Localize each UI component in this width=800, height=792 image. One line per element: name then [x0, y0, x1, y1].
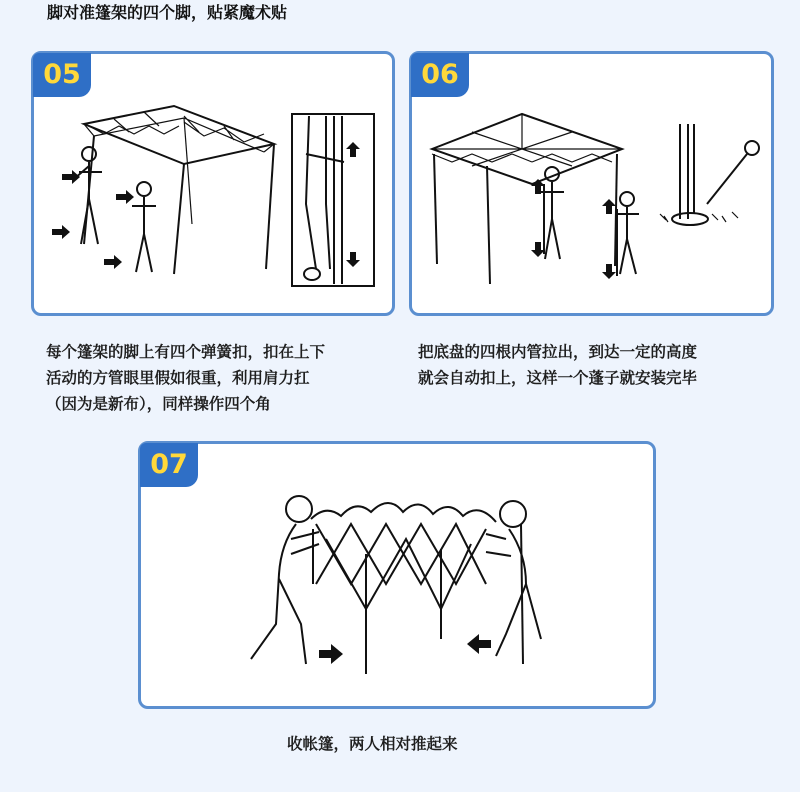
step-06-caption: [418, 339, 697, 391]
step-06-caption-line: 把底盘的四根内管拉出，到达一定的高度: [418, 343, 698, 361]
top-instruction-text: 脚对准篷架的四个脚，贴紧魔术贴: [47, 3, 288, 22]
step-06-badge: 06: [411, 53, 469, 97]
step-05-caption-line: 活动的方管眼里假如很重，利用肩力扛: [46, 369, 310, 387]
step-05-illustration: [34, 54, 394, 314]
step-07-illustration: [141, 444, 656, 709]
step-07-badge: 07: [140, 443, 198, 487]
step-07-caption-line: 收帐篷，两人相对推起来: [287, 735, 458, 753]
step-05-badge: 05: [33, 53, 91, 97]
step-05-caption-line: 每个篷架的脚上有四个弹簧扣，扣在上下: [46, 343, 326, 361]
step-05-caption: [46, 339, 325, 417]
step-07-card: [138, 441, 656, 709]
step-06-card: [409, 51, 774, 316]
step-07-caption: [287, 731, 458, 757]
step-06-illustration: [412, 54, 772, 314]
step-05-card: [31, 51, 395, 316]
step-06-caption-line: 就会自动扣上，这样一个蓬子就安装完毕: [418, 369, 698, 387]
step-05-caption-line: （因为是新布），同样操作四个角: [46, 395, 271, 413]
